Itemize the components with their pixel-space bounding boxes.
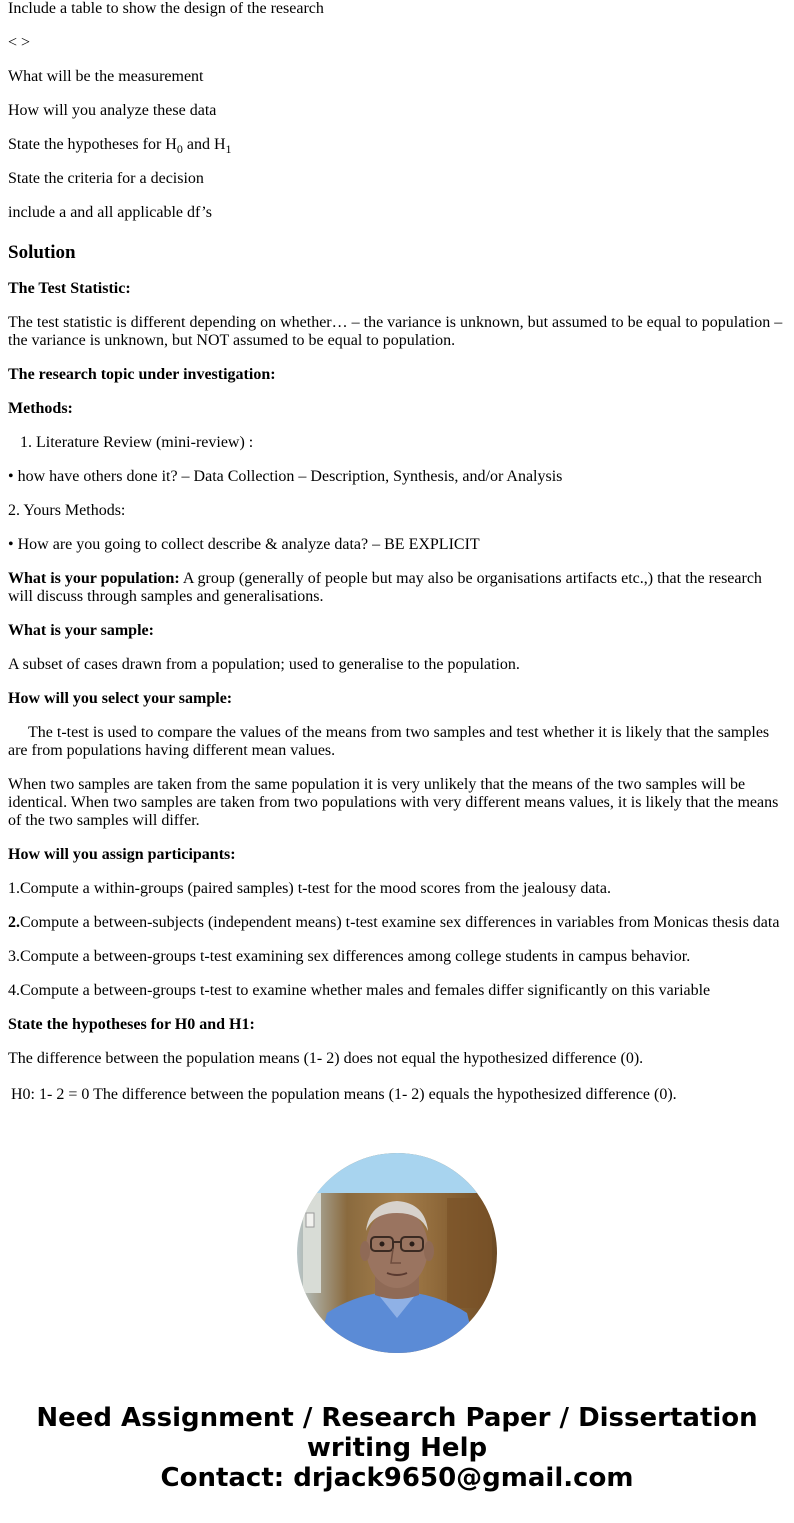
banner-contact[interactable]: Contact: drjack9650@gmail.com xyxy=(160,1463,634,1493)
sample-text: A subset of cases drawn from a population; used to generalise to the population. xyxy=(8,656,520,673)
question-df: include a and all applicable df’s xyxy=(8,204,212,221)
methods-label-text: Methods: xyxy=(8,400,73,417)
question-table: Include a table to show the design of the research xyxy=(8,0,324,17)
population-text: A group (generally of people but may also be organisations artifacts etc.,) that the research will discuss through samples and generalisations. xyxy=(8,570,762,605)
hyp-and: and H xyxy=(182,136,226,153)
assign-item-4: 4.Compute a between-groups t-test to examine whether males and females differ significantly on this variable xyxy=(8,982,711,999)
topic-label-text: The research topic under investigation: xyxy=(8,366,276,383)
your-methods: 2. Yours Methods: xyxy=(8,502,126,519)
methods-label xyxy=(8,400,786,418)
assign-2-num: 2. xyxy=(8,914,20,931)
banner-line-2: writing Help xyxy=(306,1433,488,1463)
question-criteria: State the criteria for a decision xyxy=(8,170,204,187)
hyp-sub-0: 0 xyxy=(176,142,183,156)
nav-arrows[interactable]: < > xyxy=(8,34,31,51)
population-label: What is your population: xyxy=(8,570,180,587)
hyp-label-text: State the hypotheses for H0 and H1: xyxy=(8,1016,255,1033)
document-body xyxy=(8,0,786,1120)
question-measurement: What will be the measurement xyxy=(8,68,204,85)
contact-banner xyxy=(0,1403,794,1493)
hyp-text-1: The difference between the population means (1- 2) does not equal the hypothesized difference (0). xyxy=(8,1050,644,1067)
assign-item-1: 1.Compute a within-groups (paired samples) t-test for the mood scores from the jealousy data. xyxy=(8,880,611,897)
question-analyze: How will you analyze these data xyxy=(8,102,217,119)
test-stat-label-text: The Test Statistic: xyxy=(8,280,131,297)
methods-list xyxy=(8,434,786,452)
hyp-text-2: H0: 1- 2 = 0 The difference between the population means (1- 2) equals the hypothesized difference (0). xyxy=(11,1086,677,1103)
hyp-prefix: State the hypotheses for H xyxy=(8,136,177,153)
sample-label xyxy=(8,622,786,640)
test-stat-label xyxy=(8,280,786,298)
hyp-label xyxy=(8,1016,786,1034)
hyp-sub-1: 1 xyxy=(225,142,232,156)
question-hypotheses xyxy=(8,136,786,154)
test-stat-text: The test statistic is different depending on whether… – the variance is unknown, but assumed to be equal to population – the variance is unknown, but NOT assumed to be equal to population. xyxy=(8,314,783,349)
population-para xyxy=(8,570,786,606)
banner-line-1: Need Assignment / Research Paper / Dissertation xyxy=(36,1403,758,1433)
select-text-1: The t-test is used to compare the values of the means from two samples and test whether it is likely that the samples are from populations having different mean values. xyxy=(8,724,770,759)
methods-bullet: • How are you going to collect describe & analyze data? – BE EXPLICIT xyxy=(8,536,480,553)
select-label xyxy=(8,690,786,708)
sample-label-text: What is your sample: xyxy=(8,622,154,639)
assign-item-2 xyxy=(8,914,786,932)
assign-label-text: How will you assign participants: xyxy=(8,846,236,863)
lit-review-item: 1. Literature Review (mini-review) : xyxy=(20,434,254,451)
solution-heading: Solution xyxy=(8,242,76,263)
avatar-portrait xyxy=(297,1153,497,1353)
assign-2-text: Compute a between-subjects (independent means) t-test examine sex differences in variables from Monicas thesis data xyxy=(20,914,780,931)
select-text-2: When two samples are taken from the same population it is very unlikely that the means of the two samples will be identical. When two samples are taken from two populations with very different means values, it is likely that the means of the two samples will differ. xyxy=(8,776,779,829)
assign-item-3: 3.Compute a between-groups t-test examining sex differences among college students in campus behavior. xyxy=(8,948,691,965)
select-label-text: How will you select your sample: xyxy=(8,690,233,707)
topic-label xyxy=(8,366,786,384)
assign-label xyxy=(8,846,786,864)
lit-bullet: • how have others done it? – Data Collection – Description, Synthesis, and/or Analysis xyxy=(8,468,563,485)
author-avatar xyxy=(297,1153,497,1353)
